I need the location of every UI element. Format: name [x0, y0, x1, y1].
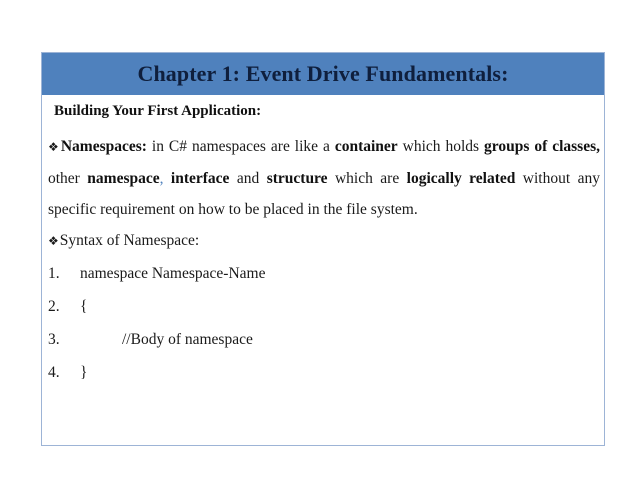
paragraph-text: which are: [327, 170, 407, 187]
slide-title: Chapter 1: Event Drive Fundamentals:: [137, 61, 509, 86]
line-number: 4.: [48, 364, 60, 381]
code-text: namespace Namespace-Name: [80, 265, 266, 282]
line-number: 3.: [48, 331, 60, 348]
syntax-label: Syntax of Namespace:: [59, 232, 200, 249]
code-line-2: [48, 297, 600, 317]
keyword-container: container: [334, 138, 398, 155]
keyword-interface: interface: [170, 170, 230, 187]
paragraph-text: without any specific requirement on how to be placed in the file system.: [48, 170, 600, 218]
diamond-bullet-icon: ❖: [48, 234, 59, 248]
paragraph-comma: ,: [159, 170, 164, 187]
paragraph-text: [163, 170, 170, 187]
keyword-namespace: namespace: [87, 170, 160, 187]
slide-body: [48, 95, 600, 383]
content-frame: [41, 52, 605, 446]
paragraph-text: other: [48, 170, 88, 187]
keyword-logically-related: logically related: [406, 170, 516, 187]
paragraph-text: and: [229, 170, 267, 187]
line-number: 1.: [48, 265, 60, 282]
section-subheading: Building Your First Application:: [54, 103, 262, 119]
namespaces-term: Namespaces:: [60, 138, 147, 155]
code-text: //Body of namespace: [122, 331, 253, 348]
keyword-structure: structure: [266, 170, 328, 187]
code-text: }: [80, 364, 88, 381]
line-number: 2.: [48, 298, 60, 315]
namespace-definition-paragraph: [48, 131, 600, 225]
paragraph-text: which holds: [397, 138, 485, 155]
syntax-label-line: [48, 231, 600, 251]
paragraph-text: in C# namespaces are like a: [146, 138, 335, 155]
code-line-3: [48, 330, 600, 350]
title-bar: [42, 53, 604, 95]
code-line-4: [48, 363, 600, 383]
keyword-groups-of-classes: groups of classes,: [484, 138, 600, 155]
diamond-bullet-icon: ❖: [48, 140, 60, 154]
code-text: {: [80, 298, 88, 315]
code-line-1: [48, 264, 600, 284]
